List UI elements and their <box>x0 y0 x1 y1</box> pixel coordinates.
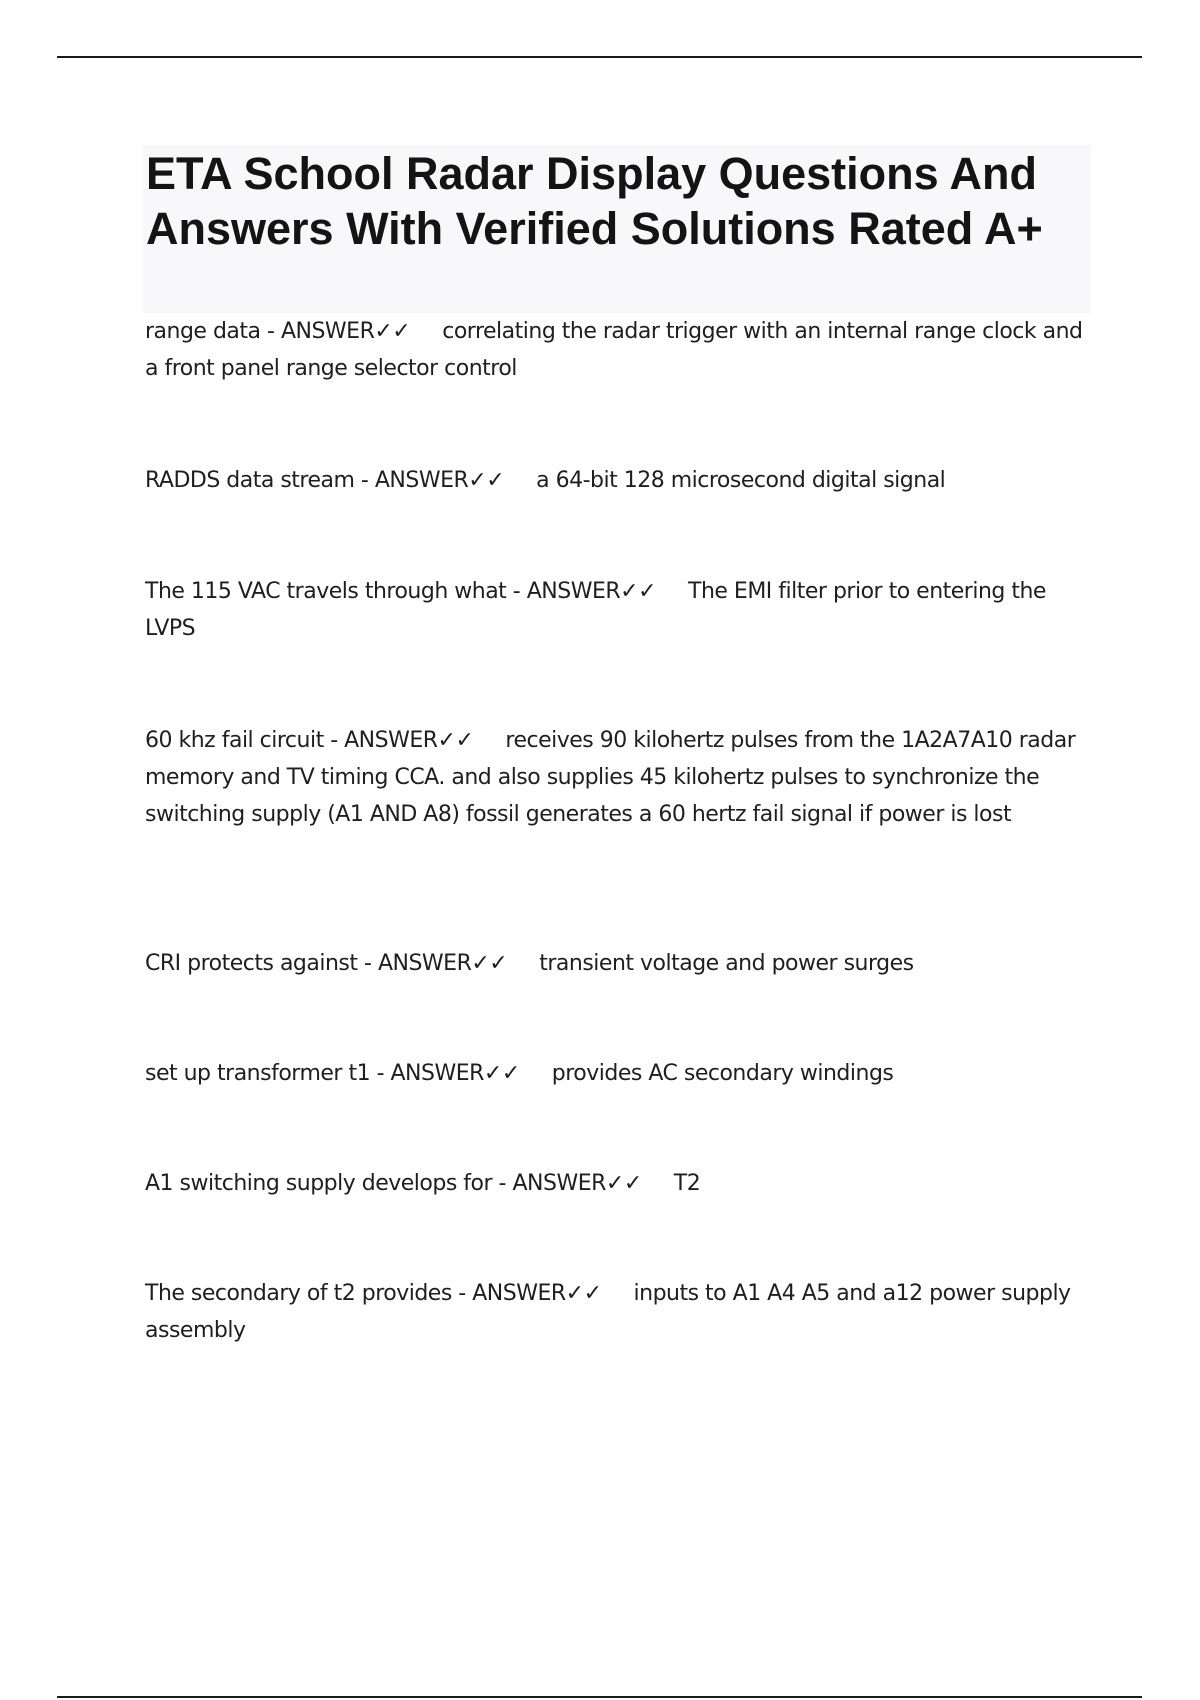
top-rule <box>57 56 1142 58</box>
question-text: The secondary of t2 provides <box>145 1281 452 1306</box>
question-text: CRI protects against <box>145 951 358 976</box>
question-text: 60 khz fail circuit <box>145 728 324 753</box>
answer-text: receives 90 kilohertz pulses from the 1A2A7A10 radar memory and TV timing CCA. and also supplies 45 kilohertz pulses to synchronize the switching supply (A1 AND A8) fossil generates a 60 hertz fail signal if power is lost <box>145 728 1076 827</box>
bottom-rule <box>57 1696 1142 1698</box>
answer-marker: - ANSWER✓✓ <box>357 951 508 976</box>
answer-marker: - ANSWER✓✓ <box>506 579 657 604</box>
qa-item <box>145 722 1100 833</box>
answer-marker: - ANSWER✓✓ <box>260 319 411 344</box>
answer-text: The EMI filter prior to entering the LVPS <box>145 579 1046 641</box>
qa-item <box>145 573 1100 647</box>
document-title: ETA School Radar Display Questions And Answers With Verified Solutions Rated A+ <box>146 148 1043 254</box>
qa-item <box>145 313 1100 387</box>
answer-marker: - ANSWER✓✓ <box>354 468 505 493</box>
qa-item <box>145 1275 1100 1349</box>
answer-text: transient voltage and power surges <box>539 951 914 976</box>
answer-text: T2 <box>673 1171 701 1196</box>
answer-text: a 64-bit 128 microsecond digital signal <box>536 468 946 493</box>
answer-text: inputs to A1 A4 A5 and a12 power supply assembly <box>145 1281 1071 1343</box>
question-text: The 115 VAC travels through what <box>145 579 507 604</box>
qa-item <box>145 945 1100 982</box>
answer-text: correlating the radar trigger with an internal range clock and a front panel range selector control <box>145 319 1083 381</box>
answer-marker: - ANSWER✓✓ <box>492 1171 642 1196</box>
question-text: range data <box>145 319 261 344</box>
qa-item <box>145 462 1100 499</box>
answer-text: provides AC secondary windings <box>551 1061 894 1086</box>
qa-item <box>145 1165 1100 1202</box>
answer-marker: - ANSWER✓✓ <box>451 1281 602 1306</box>
question-text: set up transformer t1 <box>145 1061 371 1086</box>
qa-item <box>145 1055 1100 1092</box>
question-text: RADDS data stream <box>145 468 355 493</box>
answer-marker: - ANSWER✓✓ <box>370 1061 520 1086</box>
answer-marker: - ANSWER✓✓ <box>323 728 474 753</box>
question-text: A1 switching supply develops for <box>145 1171 493 1196</box>
